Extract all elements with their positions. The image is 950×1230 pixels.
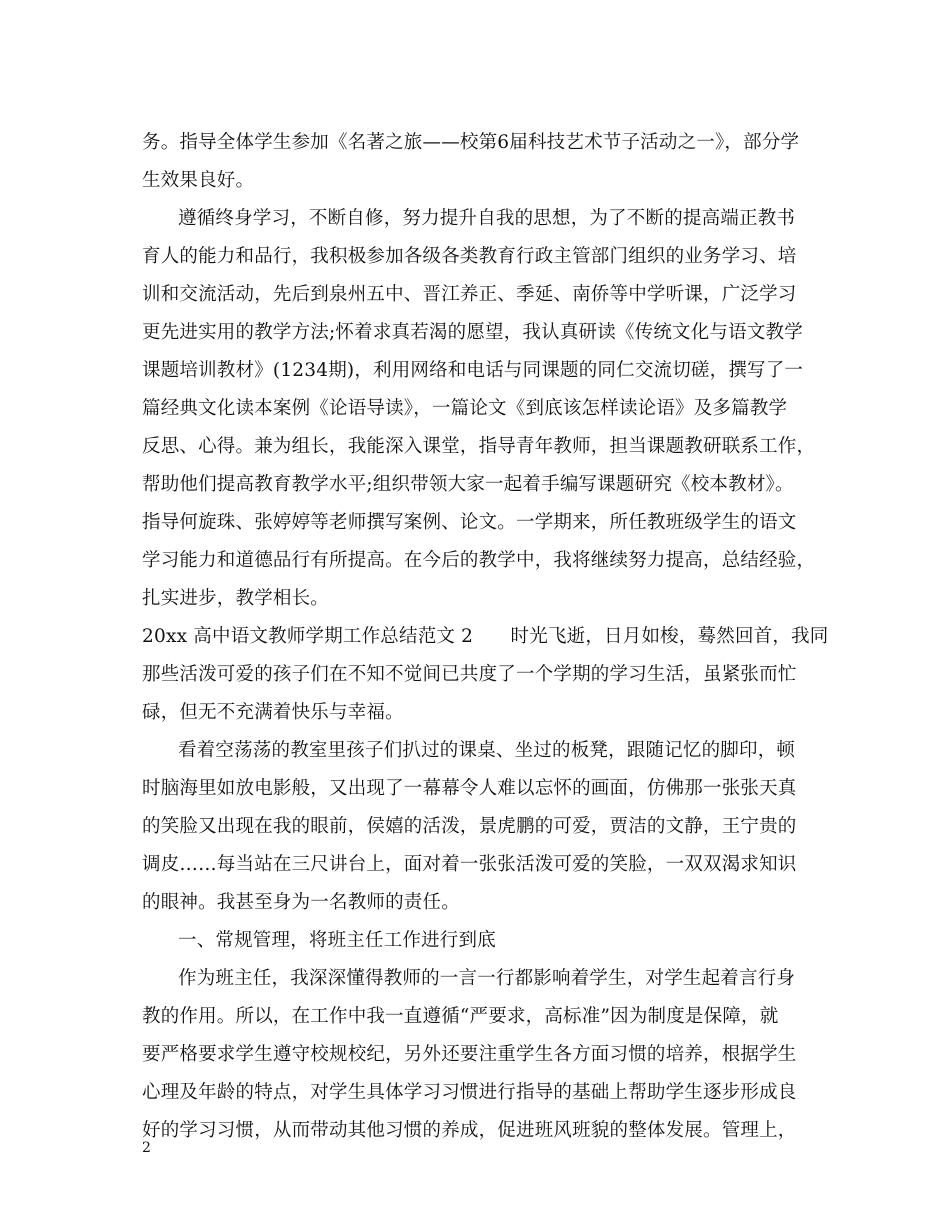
text-line-7: 课题培训教材》(1234期)，利用网络和电话与同课题的同仁交流切磋，撰写了一	[142, 360, 804, 381]
text-line-27: 好的学习习惯，从而带动其他习惯的养成，促进班风班貌的整体发展。管理上，	[142, 1120, 797, 1141]
text-line-9: 反思、心得。兼为组长，我能深入课堂，指导青年教师，担当课题教研联系工作，	[142, 436, 816, 457]
text-line-18: 时脑海里如放电影般，又出现了一幕幕令人难以忘怀的画面，仿佛那一张张天真	[142, 778, 797, 799]
text-line-26: 心理及年龄的特点，对学生具体学习习惯进行指导的基础上帮助学生逐步形成良	[142, 1082, 797, 1103]
text-line-13: 扎实进步，教学相长。	[142, 588, 330, 609]
text-line-19: 的笑脸又出现在我的眼前，侯嬉的活泼，景虎鹏的可爱，贾洁的文静，王宁贵的	[142, 816, 797, 837]
text-line-25: 要严格要求学生遵守校规校纪，另外还要注重学生各方面习惯的培养，根据学生	[142, 1044, 797, 1065]
text-line-10: 帮助他们提高教育教学水平;组织带领大家一起着手编写课题研究《校本教材》。	[142, 474, 794, 495]
text-line-4: 育人的能力和品行，我积极参加各级各类教育行政主管部门组织的业务学习、培	[142, 246, 797, 267]
text-line-21: 的眼神。我甚至身为一名教师的责任。	[142, 892, 460, 913]
text-line-23: 作为班主任，我深深懂得教师的一言一行都影响着学生，对学生起着言行身	[178, 968, 796, 989]
text-line-11: 指导何旋珠、张婷婷等老师撰写案例、论文。一学期来，所任教班级学生的语文	[142, 512, 797, 533]
text-line-2: 生效果良好。	[142, 170, 255, 191]
subheading-line: 一、常规管理，将班主任工作进行到底	[178, 930, 496, 951]
text-line-24: 教的作用。所以，在工作中我一直遵循“严要求，高标准”因为制度是保障，就	[142, 1006, 779, 1027]
text-line-16: 碌，但无不充满着快乐与幸福。	[142, 702, 404, 723]
text-line-12: 学习能力和道德品行有所提高。在今后的教学中，我将继续努力提高，总结经验，	[142, 550, 816, 571]
page-number: 2	[142, 1140, 151, 1156]
section-title-line: 20xx 高中语文教师学期工作总结范文 2 时光飞逝，日月如梭，蓦然回首，我同	[142, 626, 829, 647]
text-line-1: 务。指导全体学生参加《名著之旅——校第6届科技艺术节子活动之一》，部分学	[142, 132, 800, 153]
text-line-20: 调皮……每当站在三尺讲台上，面对着一张张活泼可爱的笑脸，一双双渴求知识	[142, 854, 797, 875]
text-line-5: 训和交流活动，先后到泉州五中、晋江养正、季延、南侨等中学听课，广泛学习	[142, 284, 797, 305]
text-line-8: 篇经典文化读本案例《论语导读》，一篇论文《到底该怎样读论语》及多篇教学	[142, 398, 788, 419]
text-line-15: 那些活泼可爱的孩子们在不知不觉间已共度了一个学期的学习生活，虽紧张而忙	[142, 664, 797, 685]
text-line-6: 更先进实用的教学方法;怀着求真若渴的愿望，我认真研读《传统文化与语文教学	[142, 322, 803, 343]
text-line-3: 遵循终身学习，不断自修，努力提升自我的思想，为了不断的提高端正教书	[178, 208, 796, 229]
text-line-17: 看着空荡荡的教室里孩子们扒过的课桌、坐过的板凳，跟随记忆的脚印，顿	[178, 740, 796, 761]
